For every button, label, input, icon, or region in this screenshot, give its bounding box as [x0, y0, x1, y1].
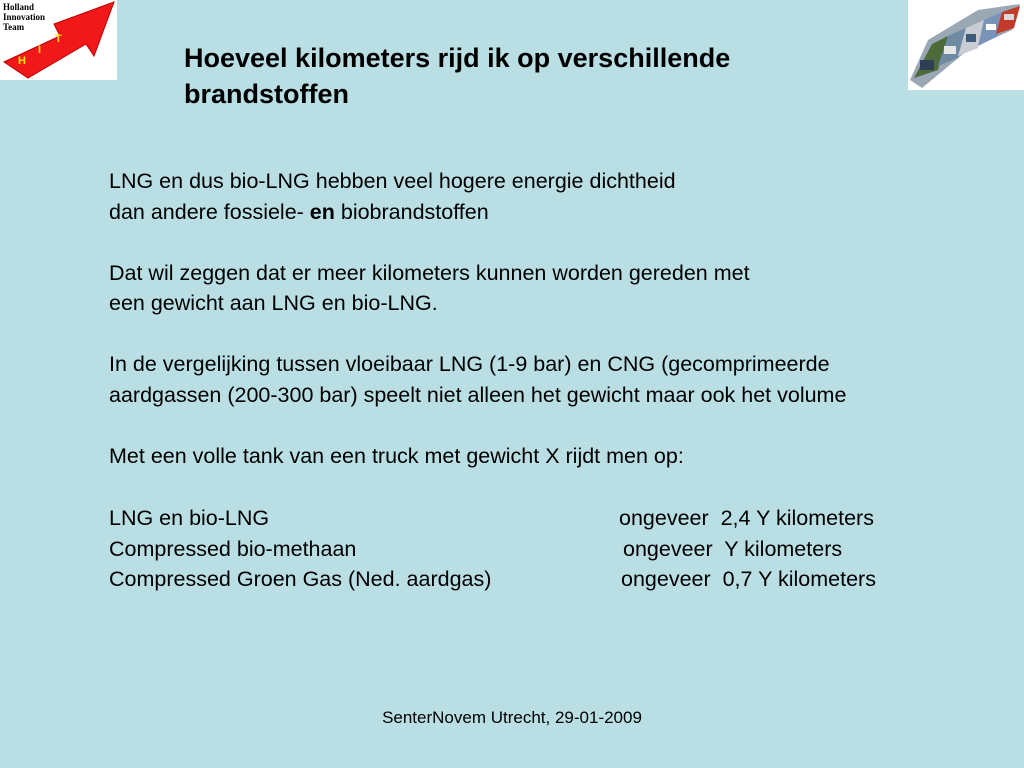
- logo-text-holland: Holland: [3, 2, 35, 12]
- logo-letter-t: T: [55, 33, 62, 45]
- paragraph-line: aardgassen (200-300 bar) speelt niet alleen het gewicht maar ook het volume: [109, 382, 847, 407]
- fuel-distance: ongeveer 0,7 Y kilometers: [621, 567, 876, 591]
- fuel-distance: ongeveer 2,4 Y kilometers: [619, 506, 874, 530]
- paragraph-line: Met een volle tank van een truck met gewicht X rijdt men op:: [109, 443, 684, 468]
- paragraph-lng-cng-comparison: [109, 349, 1009, 410]
- hit-logo: [0, 0, 117, 80]
- fuel-name: Compressed bio-methaan: [109, 536, 357, 561]
- comparison-row: [109, 564, 1009, 595]
- paragraph-line: [109, 197, 1009, 228]
- fuel-name: LNG en bio-LNG: [109, 506, 270, 530]
- slide-footer: SenterNovem Utrecht, 29-01-2009: [382, 708, 642, 727]
- fuel-comparison-list: [109, 503, 1009, 595]
- paragraph-line: een gewicht aan LNG en bio-LNG.: [109, 291, 438, 315]
- paragraph-line: In de vergelijking tussen vloeibaar LNG (1-9 bar) en CNG (gecomprimeerde: [109, 352, 830, 376]
- paragraph-line: Dat wil zeggen dat er meer kilometers kunnen worden gereden met: [109, 260, 750, 285]
- title-line-1: Hoeveel kilometers rijd ik op verschillende: [184, 43, 731, 73]
- paragraph-full-tank: [109, 441, 1009, 472]
- text-fragment: dan andere fossiele-: [109, 199, 310, 224]
- logo-letter-i: I: [38, 44, 42, 56]
- logo-letter-h: H: [18, 55, 26, 67]
- fuel-name: Compressed Groen Gas (Ned. aardgas): [109, 567, 492, 591]
- comparison-row: [109, 503, 1009, 534]
- logo-text-innovation: Innovation: [3, 12, 46, 22]
- text-fragment: biobrandstoffen: [334, 199, 489, 224]
- paragraph-energy-density: [109, 166, 1009, 227]
- transport-photo-collage: [908, 0, 1024, 90]
- logo-text-team: Team: [3, 22, 25, 32]
- comparison-row: [109, 534, 1009, 565]
- photo-collage-image: [908, 0, 1024, 90]
- bold-word-en: en: [309, 199, 335, 224]
- paragraph-more-kilometers: [109, 258, 1009, 319]
- paragraph-line: LNG en dus bio-LNG hebben veel hogere energie dichtheid: [109, 169, 676, 193]
- fuel-distance: ongeveer Y kilometers: [623, 536, 843, 561]
- slide-title: [184, 40, 904, 112]
- title-line-2: brandstoffen: [184, 79, 349, 109]
- body-text: [109, 166, 1009, 502]
